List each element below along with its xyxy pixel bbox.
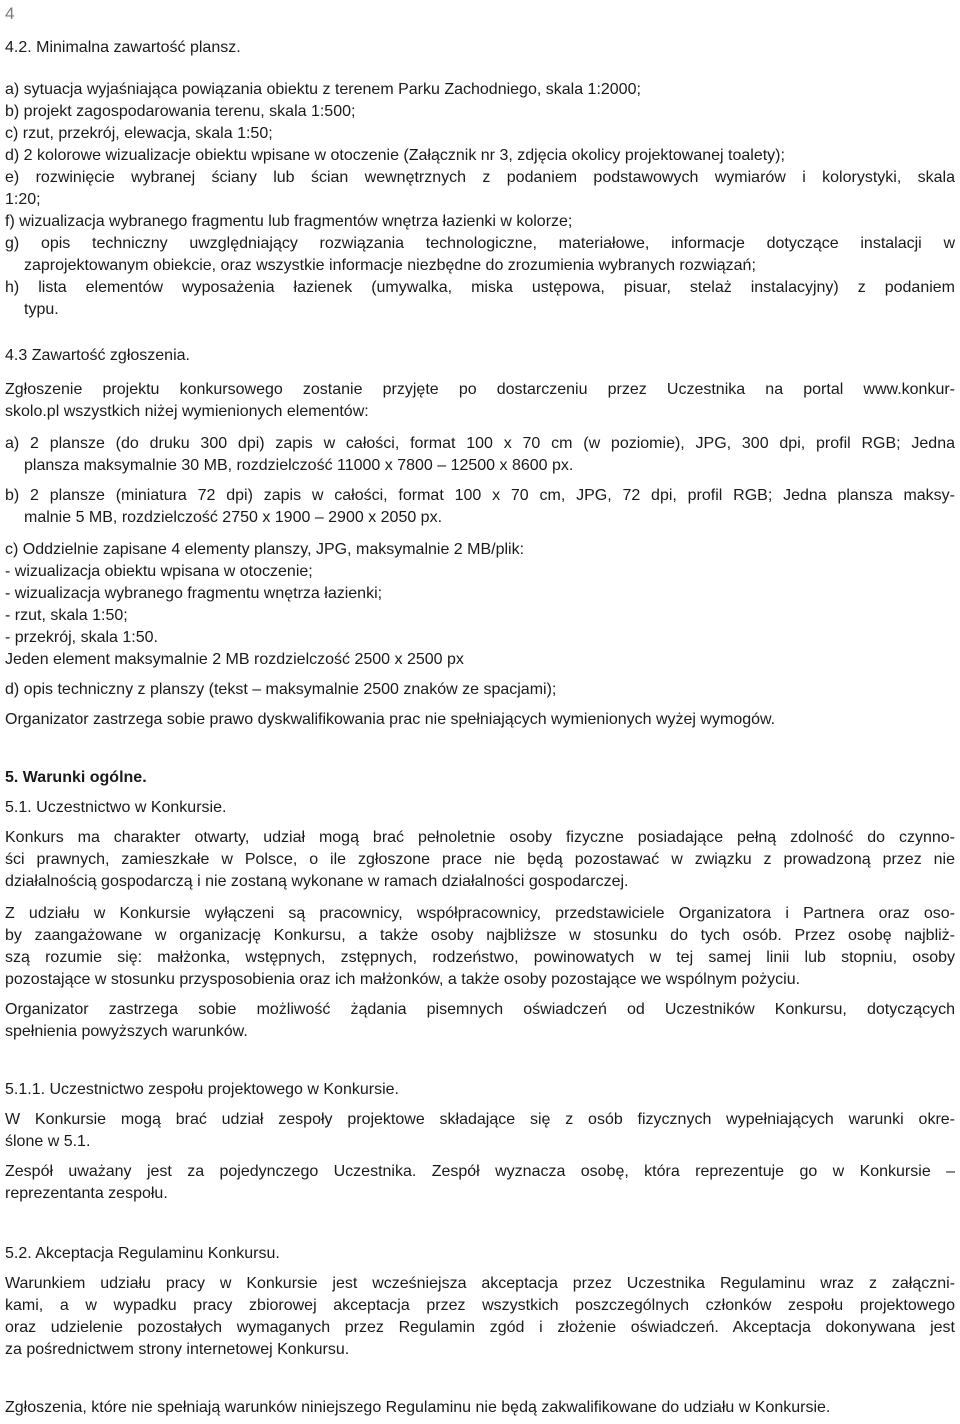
- list-item: a) 2 plansze (do druku 300 dpi) zapis w całości, format 100 x 70 cm (w poziomie), JPG, 300 dpi, profil RGB; Jedna: [5, 435, 955, 452]
- paragraph-line: ślone w 5.1.: [5, 1133, 91, 1150]
- list-item-continuation: typu.: [24, 301, 59, 318]
- paragraph-line: reprezentanta zespołu.: [5, 1185, 168, 1202]
- paragraph-line: Zgłoszenia, które nie spełniają warunków niniejszego Regulaminu nie będą zakwalifikowane do udziału w Konkursie.: [5, 1399, 831, 1416]
- section-5-heading: 5. Warunki ogólne.: [5, 769, 147, 786]
- paragraph-line: kami, a w wypadku pracy zbiorowej akceptacja przez wszystkich poszczególnych członków zespołu projektowego: [5, 1297, 955, 1314]
- list-item: h) lista elementów wyposażenia łazienek (umywalka, miska ustępowa, pisuar, stelaż instalacyjny) z podaniem: [5, 279, 955, 296]
- section-4-3-heading: 4.3 Zawartość zgłoszenia.: [5, 347, 190, 364]
- paragraph-line: Jeden element maksymalnie 2 MB rozdzielczość 2500 x 2500 px: [5, 651, 464, 668]
- list-item: d) 2 kolorowe wizualizacje obiektu wpisane w otoczenie (Załącznik nr 3, zdjęcia okolicy projektowanej toalety);: [5, 147, 785, 164]
- list-item: - wizualizacja wybranego fragmentu wnętrza łazienki;: [5, 585, 383, 602]
- paragraph-line: oraz udzielenie pozostałych wymaganych przez Regulamin zgód i złożenie oświadczeń. Akceptacja dokonywana jest: [5, 1319, 955, 1336]
- list-item: b) projekt zagospodarowania terenu, skala 1:500;: [5, 103, 356, 120]
- paragraph-line: spełnienia powyższych warunków.: [5, 1023, 248, 1040]
- list-item: - wizualizacja obiektu wpisana w otoczenie;: [5, 563, 313, 580]
- section-4-2-heading: 4.2. Minimalna zawartość plansz.: [5, 39, 241, 56]
- list-item: e) rozwinięcie wybranej ściany lub ścian wewnętrznych z podaniem podstawowych wymiarów i kolorystyki, skala: [5, 169, 955, 186]
- paragraph-line: działalnością gospodarczą i nie zostaną wykonane w ramach działalności gospodarczej.: [5, 873, 629, 890]
- list-item: a) sytuacja wyjaśniająca powiązania obiektu z terenem Parku Zachodniego, skala 1:2000;: [5, 81, 641, 98]
- paragraph-line: Z udziału w Konkursie wyłączeni są pracownicy, współpracownicy, przedstawiciele Organizatora i Partnera oraz oso-: [5, 905, 955, 922]
- section-5-2-heading: 5.2. Akceptacja Regulaminu Konkursu.: [5, 1245, 280, 1262]
- paragraph-line: Warunkiem udziału pracy w Konkursie jest wcześniejsza akceptacja przez Uczestnika Regulaminu wraz z załączni-: [5, 1275, 955, 1292]
- paragraph-line: Zgłoszenie projektu konkursowego zostanie przyjęte po dostarczeniu przez Uczestnika na portal www.konkur-: [5, 381, 955, 398]
- paragraph-line: Organizator zastrzega sobie prawo dyskwalifikowania prac nie spełniających wymienionych wyżej wymogów.: [5, 711, 776, 728]
- list-item: c) Oddzielnie zapisane 4 elementy planszy, JPG, maksymalnie 2 MB/plik:: [5, 541, 525, 558]
- list-item: d) opis techniczny z planszy (tekst – maksymalnie 2500 znaków ze spacjami);: [5, 681, 557, 698]
- paragraph-line: szą rozumie się: małżonka, wstępnych, zstępnych, rodzeństwo, powinowatych w tej samej linii lub stopniu, osoby: [5, 949, 955, 966]
- list-item-continuation: malnie 5 MB, rozdzielczość 2750 x 1900 – 2900 x 2050 px.: [24, 509, 443, 526]
- list-item: - rzut, skala 1:50;: [5, 607, 128, 624]
- section-5-1-heading: 5.1. Uczestnictwo w Konkursie.: [5, 799, 227, 816]
- list-item-continuation: plansza maksymalnie 30 MB, rozdzielczość 11000 x 7800 – 12500 x 8600 px.: [24, 457, 574, 474]
- paragraph-line: Organizator zastrzega sobie możliwość żądania pisemnych oświadczeń od Uczestników Konkursu, dotyczących: [5, 1001, 955, 1018]
- paragraph-line: Zespół uważany jest za pojedynczego Uczestnika. Zespół wyznacza osobę, która reprezentuje go w Konkursie –: [5, 1163, 955, 1180]
- list-item: g) opis techniczny uwzględniający rozwiązania technologiczne, materiałowe, informacje dotyczące instalacji w: [5, 235, 955, 252]
- section-5-1-1-heading: 5.1.1. Uczestnictwo zespołu projektowego w Konkursie.: [5, 1081, 399, 1098]
- paragraph-line: skolo.pl wszystkich niżej wymienionych elementów:: [5, 403, 369, 420]
- list-item: b) 2 plansze (miniatura 72 dpi) zapis w całości, format 100 x 70 cm, JPG, 72 dpi, profil RGB; Jedna plansza maksy-: [5, 487, 955, 504]
- paragraph-line: ści prawnych, zamieszkałe w Polsce, o ile zgłoszone prace nie będą pozostawać w związku z prowadzoną przez nie: [5, 851, 955, 868]
- list-item-continuation: zaprojektowanym obiekcie, oraz wszystkie informacje niezbędne do zrozumienia wybranych rozwiązań;: [24, 257, 756, 274]
- paragraph-line: by zaangażowane w organizację Konkursu, a także osoby najbliższe w stosunku do tych osób. Przez osobę najbliż-: [5, 927, 955, 944]
- list-item: - przekrój, skala 1:50.: [5, 629, 158, 646]
- paragraph-line: Konkurs ma charakter otwarty, udział mogą brać pełnoletnie osoby fizyczne posiadające pełną zdolność do czynno-: [5, 829, 955, 846]
- page-number: 4: [5, 4, 15, 23]
- list-item: f) wizualizacja wybranego fragmentu lub fragmentów wnętrza łazienki w kolorze;: [5, 213, 573, 230]
- paragraph-line: W Konkursie mogą brać udział zespoły projektowe składające się z osób fizycznych wypełniających warunki okre-: [5, 1111, 955, 1128]
- paragraph-line: za pośrednictwem strony internetowej Konkursu.: [5, 1341, 350, 1358]
- list-item-continuation: 1:20;: [5, 191, 41, 208]
- list-item: c) rzut, przekrój, elewacja, skala 1:50;: [5, 125, 273, 142]
- paragraph-line: pozostające w stosunku przysposobienia oraz ich małżonków, a także osoby pozostające we wspólnym pożyciu.: [5, 971, 801, 988]
